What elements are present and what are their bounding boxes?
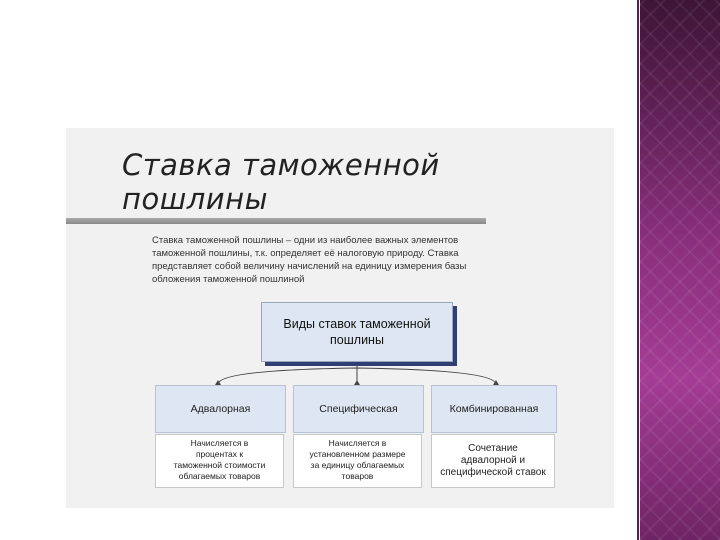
description-line: специфической ставок [440, 467, 546, 478]
root-node-rate-types: Виды ставок таможенной пошлины [261, 302, 453, 362]
type-node-combined: Комбинированная [431, 385, 557, 433]
description-line: за единицу облагаемых [310, 460, 405, 470]
paragraph-line: обложения таможенной пошлиной [152, 274, 305, 285]
description-ad-valorem [155, 434, 284, 488]
description-line: товаров [341, 471, 374, 481]
paragraph-line: представляет собой величину начислений на единицу измерения базы [152, 261, 467, 272]
description-combined [431, 434, 555, 488]
description-line: таможенной стоимости [173, 460, 266, 470]
description-specific [293, 434, 422, 488]
slide-title-line-2: пошлины [122, 182, 268, 216]
description-line: Начисляется в [328, 438, 387, 448]
type-node-ad-valorem: Адвалорная [155, 385, 286, 433]
slide-title-line-1: Ставка таможенной [122, 148, 440, 182]
paragraph-line: таможенной пошлины, т.к. определяет её налоговую природу. Ставка [152, 248, 459, 259]
description-line: адвалорной и [460, 455, 526, 466]
description-line: Сочетание [468, 443, 518, 454]
description-line: процентах к [195, 449, 244, 459]
type-node-specific: Специфическая [293, 385, 424, 433]
paragraph-line: Ставка таможенной пошлины – одни из наиболее важных элементов [152, 235, 459, 246]
description-line: Начисляется в [190, 438, 249, 448]
description-line: облагаемых товаров [178, 471, 261, 481]
description-line: установленном размере [309, 449, 406, 459]
